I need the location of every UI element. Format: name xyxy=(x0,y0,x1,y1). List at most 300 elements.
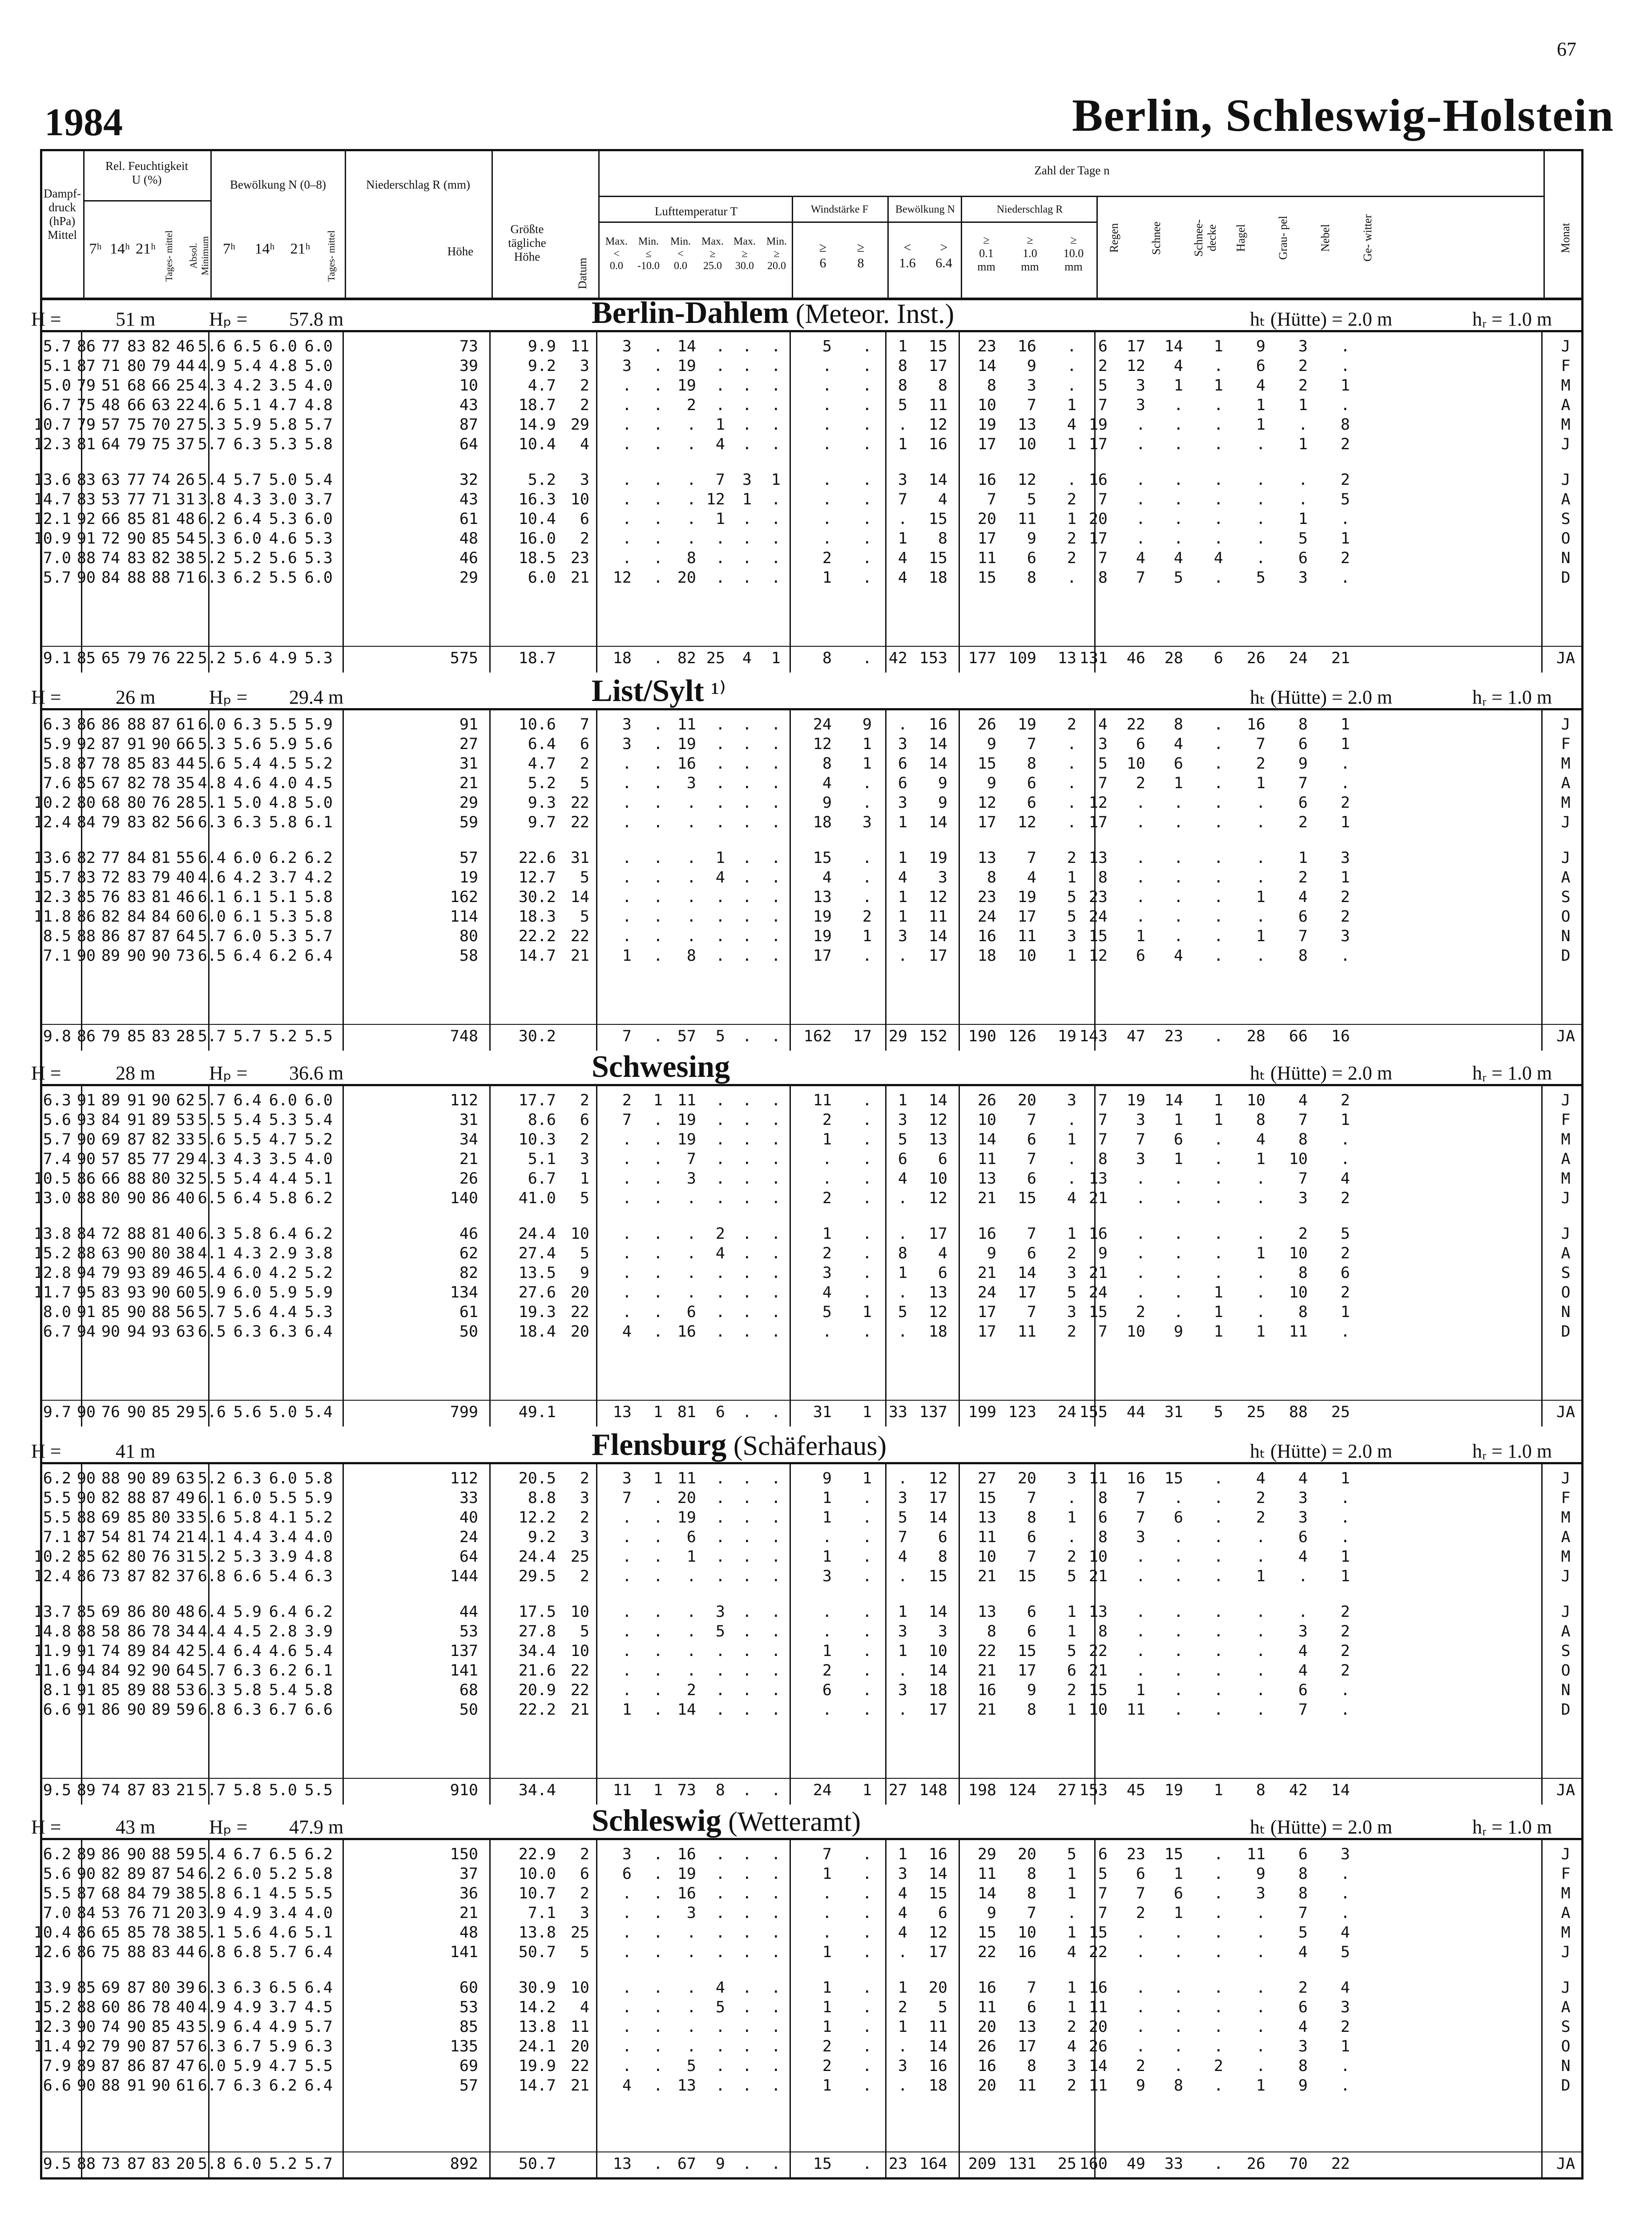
table-cell: 4.0 xyxy=(304,377,333,395)
table-cell: . xyxy=(1213,1865,1223,1883)
table-cell: 79 xyxy=(101,1264,120,1282)
table-cell: . xyxy=(742,1092,752,1109)
table-cell: . xyxy=(742,735,752,753)
table-cell: 4 xyxy=(898,1885,907,1902)
table-cell: . xyxy=(1256,849,1265,867)
table-cell: . xyxy=(771,1509,781,1527)
table-total-row xyxy=(40,2155,1584,2174)
table-cell: 21 xyxy=(1088,1189,1108,1207)
table-cell: 67 xyxy=(101,774,120,792)
table-cell: . xyxy=(622,794,632,812)
table-cell: . xyxy=(742,1189,752,1207)
table-cell: . xyxy=(1136,510,1145,528)
table-cell: 88 xyxy=(127,716,146,733)
table-row xyxy=(40,1131,1584,1149)
table-cell: 26 xyxy=(1246,649,1265,667)
table-cell: 15 xyxy=(1017,1642,1036,1660)
table-cell: 14 xyxy=(928,1092,947,1109)
table-cell: 6.3 xyxy=(233,1979,262,1997)
table-cell: 4.9 xyxy=(269,649,297,667)
table-cell: 5.5 xyxy=(197,1170,226,1188)
table-cell: 27 xyxy=(888,1781,907,1799)
table-cell: 9.8 xyxy=(43,1027,71,1045)
table-cell: 90 xyxy=(151,1092,170,1109)
table-cell: . xyxy=(862,1245,872,1262)
table-cell: 6.4 xyxy=(269,1603,297,1621)
table-cell: 4 xyxy=(1067,2038,1076,2055)
table-cell: 5.8 xyxy=(43,755,71,773)
table-cell: 5.0 xyxy=(304,357,333,375)
table-cell: . xyxy=(1256,869,1265,886)
table-row xyxy=(40,1303,1584,1322)
table-cell: 8 xyxy=(1256,1781,1265,1799)
table-cell: 5 xyxy=(898,396,907,414)
table-cell: 16 xyxy=(977,1979,996,1997)
table-cell: . xyxy=(715,1943,725,1961)
table-cell: 5 xyxy=(580,1245,589,1262)
table-cell: . xyxy=(1340,396,1350,414)
table-cell: 79 xyxy=(127,649,146,667)
table-cell: 5.4 xyxy=(233,755,262,773)
table-cell: 8 xyxy=(822,755,832,773)
table-cell: . xyxy=(686,2038,696,2055)
table-cell: 140 xyxy=(450,1189,478,1207)
table-cell: 2 xyxy=(1067,716,1076,733)
table-cell: . xyxy=(715,755,725,773)
table-cell: 5 xyxy=(1173,569,1183,587)
table-cell: 90 xyxy=(151,1662,170,1680)
table-cell: 88 xyxy=(77,1623,96,1640)
table-cell: 5.2 xyxy=(197,649,226,667)
table-cell: 2 xyxy=(822,1662,832,1680)
table-row xyxy=(33,908,1584,927)
station-elevation-label: H = xyxy=(31,308,61,330)
table-cell: 13.7 xyxy=(33,1603,71,1621)
table-cell: . xyxy=(715,1845,725,1863)
table-cell: 63 xyxy=(101,471,120,489)
table-cell: 126 xyxy=(1008,1027,1036,1045)
total-rule xyxy=(40,1778,1584,1779)
table-cell: 5.8 xyxy=(197,1885,226,1902)
table-cell: 24 xyxy=(813,716,832,733)
table-cell: 7 xyxy=(1136,569,1145,587)
table-cell: 20 xyxy=(570,1284,589,1301)
table-cell: 7.1 xyxy=(528,1904,556,1922)
table-cell: . xyxy=(771,774,781,792)
table-cell: 85 xyxy=(77,774,96,792)
station-elevation: 26 m xyxy=(116,686,156,708)
header-feucht-col: 14ʰ xyxy=(110,241,130,257)
table-cell: 3 xyxy=(622,735,632,753)
table-row xyxy=(40,357,1584,376)
table-cell: 1 xyxy=(1067,1623,1076,1640)
table-cell: 15 xyxy=(928,1885,947,1902)
table-cell: 16 xyxy=(928,716,947,733)
table-cell: 14 xyxy=(928,814,947,831)
table-cell: . xyxy=(822,416,832,434)
table-cell: 12 xyxy=(928,1111,947,1129)
table-cell: 5 xyxy=(715,1623,725,1640)
table-cell: 1 xyxy=(898,1264,907,1282)
table-cell: 48 xyxy=(176,510,195,528)
table-cell: 1 xyxy=(1067,1603,1076,1621)
table-cell: 1 xyxy=(653,1781,663,1799)
table-cell: 42 xyxy=(176,1642,195,1660)
table-cell: 44 xyxy=(176,357,195,375)
table-cell: 1 xyxy=(1213,1781,1223,1799)
table-cell: 90 xyxy=(127,1245,146,1262)
table-cell: . xyxy=(686,1225,696,1243)
table-cell: 5.3 xyxy=(304,549,333,567)
table-cell: 6 xyxy=(715,1403,725,1421)
table-cell: . xyxy=(1173,1642,1183,1660)
table-cell: . xyxy=(1136,1284,1145,1301)
table-cell: 5.2 xyxy=(269,1865,297,1883)
table-cell: . xyxy=(1173,1603,1183,1621)
table-cell: 24 xyxy=(813,1781,832,1799)
month-label: O xyxy=(1561,908,1571,926)
table-cell: . xyxy=(898,947,907,965)
table-cell: . xyxy=(622,1623,632,1640)
table-cell: 11 xyxy=(1088,1998,1108,2016)
table-cell: . xyxy=(1067,1489,1076,1507)
table-cell: 4 xyxy=(715,435,725,453)
table-cell: . xyxy=(771,2155,781,2173)
table-cell: 61 xyxy=(459,1303,478,1321)
table-cell: 4 xyxy=(742,649,752,667)
table-cell: 31 xyxy=(459,755,478,773)
table-cell: 4.5 xyxy=(304,774,333,792)
station-baro-elevation: 47.9 m xyxy=(289,1816,344,1838)
table-cell: 5 xyxy=(580,1623,589,1640)
table-cell: 82 xyxy=(151,1131,170,1148)
table-cell: . xyxy=(1173,1924,1183,1942)
table-cell: 9 xyxy=(987,774,996,792)
table-row xyxy=(40,338,1584,356)
table-cell: 15 xyxy=(977,1489,996,1507)
table-row xyxy=(40,1509,1584,1527)
table-cell: . xyxy=(898,1470,907,1487)
table-cell: 10 xyxy=(570,491,589,508)
table-cell: 15 xyxy=(813,849,832,867)
table-cell: . xyxy=(1173,1567,1183,1585)
table-cell: 5 xyxy=(580,1943,589,1961)
table-cell: 3 xyxy=(1298,569,1308,587)
station-header xyxy=(31,1804,1584,1838)
table-cell: 87 xyxy=(127,1979,146,1997)
table-cell: 2 xyxy=(1340,549,1350,567)
table-cell: . xyxy=(1213,1170,1223,1188)
table-cell: 13 xyxy=(928,1131,947,1148)
header-monat: Monat xyxy=(1559,223,1572,253)
table-row xyxy=(40,1528,1584,1547)
table-cell: . xyxy=(742,947,752,965)
table-cell: . xyxy=(1213,735,1223,753)
table-cell: . xyxy=(686,1943,696,1961)
table-cell: 3 xyxy=(715,1603,725,1621)
table-cell: 6.7 xyxy=(43,396,71,414)
region-title: Berlin, Schleswig-Holstein xyxy=(1072,90,1615,141)
table-cell: 10 xyxy=(1017,435,1036,453)
table-cell: 27.6 xyxy=(518,1284,556,1301)
table-cell: . xyxy=(1173,1548,1183,1566)
table-cell: . xyxy=(771,1225,781,1243)
table-cell: 7 xyxy=(1098,1131,1108,1148)
table-cell: 75 xyxy=(127,416,146,434)
table-cell: 80 xyxy=(151,1170,170,1188)
table-cell: 141 xyxy=(450,1943,478,1961)
table-cell: 6 xyxy=(898,755,907,773)
table-cell: . xyxy=(715,357,725,375)
table-cell: 70 xyxy=(151,416,170,434)
table-cell: . xyxy=(1136,849,1145,867)
table-cell: 46 xyxy=(176,1264,195,1282)
table-cell: 89 xyxy=(151,1264,170,1282)
table-cell: . xyxy=(1213,1489,1223,1507)
table-cell: 112 xyxy=(450,1092,478,1109)
table-cell: 2 xyxy=(580,755,589,773)
table-cell: 14 xyxy=(977,1885,996,1902)
table-cell: . xyxy=(862,338,872,355)
table-cell: 1 xyxy=(1173,1111,1183,1129)
table-cell: . xyxy=(1136,814,1145,831)
table-cell: 5.8 xyxy=(233,1681,262,1699)
table-cell: 3 xyxy=(1136,377,1145,395)
table-row xyxy=(40,774,1584,793)
table-cell: . xyxy=(653,1845,663,1863)
table-cell: 17 xyxy=(977,435,996,453)
table-cell: . xyxy=(822,1701,832,1719)
table-cell: 89 xyxy=(151,1470,170,1487)
station-elevation-label: H = xyxy=(31,1440,61,1462)
table-cell: 3 xyxy=(1298,338,1308,355)
table-cell: 5.6 xyxy=(197,338,226,355)
table-cell: 4.7 xyxy=(269,2057,297,2075)
table-cell: 2 xyxy=(1298,869,1308,886)
table-cell: 6.4 xyxy=(304,1943,333,1961)
table-cell: 6.2 xyxy=(269,2077,297,2095)
table-cell: . xyxy=(822,1603,832,1621)
table-cell: 6.6 xyxy=(43,1701,71,1719)
table-cell: 3 xyxy=(1067,1470,1076,1487)
table-cell: 90 xyxy=(77,2018,96,2036)
table-cell: 5.9 xyxy=(43,735,71,753)
table-cell: 88 xyxy=(127,569,146,587)
table-cell: . xyxy=(862,1323,872,1341)
table-row xyxy=(33,435,1584,454)
table-cell: 5.5 xyxy=(197,1111,226,1129)
table-cell: . xyxy=(1340,338,1350,355)
table-cell: 83 xyxy=(151,1943,170,1961)
table-cell: 69 xyxy=(459,2057,478,2075)
table-cell: 86 xyxy=(127,1998,146,2016)
table-total-row xyxy=(40,1781,1584,1800)
table-cell: 20 xyxy=(977,510,996,528)
table-cell: 24.1 xyxy=(518,2038,556,2055)
table-cell: 76 xyxy=(127,1904,146,1922)
table-cell: . xyxy=(1213,908,1223,926)
table-cell: . xyxy=(742,716,752,733)
table-cell: 6 xyxy=(1136,1865,1145,1883)
table-cell: . xyxy=(898,1701,907,1719)
table-cell: . xyxy=(1136,471,1145,489)
total-rule xyxy=(40,2151,1584,2152)
table-cell: 5 xyxy=(1067,1845,1076,1863)
table-cell: 1 xyxy=(1340,1470,1350,1487)
table-cell: 29 xyxy=(176,1150,195,1168)
table-cell: 1 xyxy=(898,435,907,453)
table-cell: 4.3 xyxy=(197,377,226,395)
table-cell: 6.7 xyxy=(43,1323,71,1341)
table-cell: 14.2 xyxy=(518,1998,556,2016)
table-cell: 6.1 xyxy=(233,908,262,926)
table-cell: 6 xyxy=(1027,794,1036,812)
table-cell: 89 xyxy=(151,1111,170,1129)
table-cell: . xyxy=(742,1567,752,1585)
table-cell: 5.9 xyxy=(304,1284,333,1301)
table-cell: 7 xyxy=(622,1111,632,1129)
table-cell: . xyxy=(771,1131,781,1148)
table-cell: 85 xyxy=(151,530,170,548)
table-cell: . xyxy=(1256,1904,1265,1922)
table-cell: 5.3 xyxy=(304,649,333,667)
table-cell: 6 xyxy=(580,510,589,528)
station-gauge-height: hᵣ = 1.0 m xyxy=(1472,686,1552,708)
table-cell: 22 xyxy=(570,814,589,831)
table-cell: 46 xyxy=(1126,649,1145,667)
table-cell: 3 xyxy=(938,1623,947,1640)
table-cell: . xyxy=(1213,1642,1223,1660)
table-cell: 1 xyxy=(1067,1131,1076,1148)
table-cell: 80 xyxy=(151,1509,170,1527)
table-cell: 85 xyxy=(127,1924,146,1942)
table-cell: 5.5 xyxy=(304,1781,333,1799)
table-cell: 8 xyxy=(987,1623,996,1640)
table-cell: 90 xyxy=(151,1284,170,1301)
table-cell: 9 xyxy=(987,1904,996,1922)
table-cell: 59 xyxy=(459,814,478,831)
table-cell: 84 xyxy=(127,849,146,867)
table-cell: . xyxy=(715,716,725,733)
table-cell: 53 xyxy=(101,491,120,508)
table-cell: 12 xyxy=(1017,814,1036,831)
table-cell: 4 xyxy=(1298,1548,1308,1566)
table-cell: 21 xyxy=(570,2077,589,2095)
table-cell: . xyxy=(1136,435,1145,453)
table-cell: 1 xyxy=(1256,396,1265,414)
table-cell: 81 xyxy=(151,888,170,906)
table-row xyxy=(33,416,1584,435)
table-cell: 3 xyxy=(686,1170,696,1188)
table-cell: . xyxy=(771,549,781,567)
table-cell: 1 xyxy=(1067,1225,1076,1243)
table-cell: 9 xyxy=(822,1470,832,1487)
table-cell: . xyxy=(862,1548,872,1566)
table-cell: 2 xyxy=(580,1470,589,1487)
table-cell: . xyxy=(771,1943,781,1961)
table-cell: 5 xyxy=(686,2057,696,2075)
table-row xyxy=(33,814,1584,832)
table-cell: 10.6 xyxy=(518,716,556,733)
table-cell: 10 xyxy=(570,1979,589,1997)
table-cell: 748 xyxy=(450,1027,478,1045)
table-cell: . xyxy=(862,2077,872,2095)
table-cell: 5.0 xyxy=(269,471,297,489)
table-cell: 24 xyxy=(977,908,996,926)
table-cell: 7 xyxy=(1136,1885,1145,1902)
table-cell: 5 xyxy=(580,908,589,926)
table-cell: 5.4 xyxy=(304,1403,333,1421)
header-windstaerke: Windstärke F xyxy=(810,204,868,215)
table-cell: . xyxy=(898,1225,907,1243)
table-cell: 80 xyxy=(151,1979,170,1997)
table-cell: 47 xyxy=(176,2057,195,2075)
table-cell: 84 xyxy=(77,1904,96,1922)
table-cell: . xyxy=(1173,1225,1183,1243)
table-cell: . xyxy=(771,377,781,395)
table-cell: 6.4 xyxy=(233,1189,262,1207)
table-cell: 6.0 xyxy=(304,510,333,528)
table-cell: 3 xyxy=(1298,1189,1308,1207)
table-cell: . xyxy=(862,1264,872,1282)
table-cell: . xyxy=(771,1885,781,1902)
table-cell: 1 xyxy=(822,1489,832,1507)
month-label: D xyxy=(1561,1323,1571,1341)
table-cell: 57 xyxy=(677,1027,696,1045)
table-cell: 5.7 xyxy=(197,1027,226,1045)
table-cell: 75 xyxy=(151,435,170,453)
table-cell: 3 xyxy=(1340,1845,1350,1863)
table-cell: 45 xyxy=(1126,1781,1145,1799)
table-cell: . xyxy=(622,416,632,434)
table-cell: 12 xyxy=(928,1303,947,1321)
table-cell: 5.4 xyxy=(233,1111,262,1129)
table-cell: . xyxy=(1213,1189,1223,1207)
table-cell: 7 xyxy=(898,491,907,508)
table-cell: . xyxy=(1256,908,1265,926)
table-cell: 6.3 xyxy=(43,1092,71,1109)
table-cell: . xyxy=(862,1284,872,1301)
table-cell: . xyxy=(686,1642,696,1660)
table-cell: 88 xyxy=(151,569,170,587)
table-cell: 4.7 xyxy=(269,396,297,414)
table-cell: 82 xyxy=(459,1264,478,1282)
table-cell: 4.1 xyxy=(197,1528,226,1546)
month-label: JA xyxy=(1556,1403,1575,1421)
table-cell: 4.5 xyxy=(233,1623,262,1640)
table-cell: 71 xyxy=(101,357,120,375)
table-cell: . xyxy=(686,1567,696,1585)
table-cell: . xyxy=(622,1979,632,1997)
table-cell: 6.4 xyxy=(233,2018,262,2036)
table-cell: 7 xyxy=(1098,1092,1108,1109)
table-cell: . xyxy=(1298,1567,1308,1585)
table-cell: 31 xyxy=(1164,1403,1183,1421)
table-cell: 87 xyxy=(77,1885,96,1902)
table-cell: 4.8 xyxy=(304,396,333,414)
table-cell: 137 xyxy=(450,1642,478,1660)
table-cell: . xyxy=(653,1245,663,1262)
table-cell: 3 xyxy=(1067,1092,1076,1109)
table-cell: 6.0 xyxy=(269,338,297,355)
table-cell: 11 xyxy=(1017,927,1036,945)
table-cell: 82 xyxy=(101,908,120,926)
table-cell: 13 xyxy=(1017,2018,1036,2036)
month-label: M xyxy=(1561,1548,1571,1566)
table-cell: 12.4 xyxy=(33,1567,71,1585)
table-cell: . xyxy=(653,1509,663,1527)
month-label: S xyxy=(1561,1642,1571,1660)
